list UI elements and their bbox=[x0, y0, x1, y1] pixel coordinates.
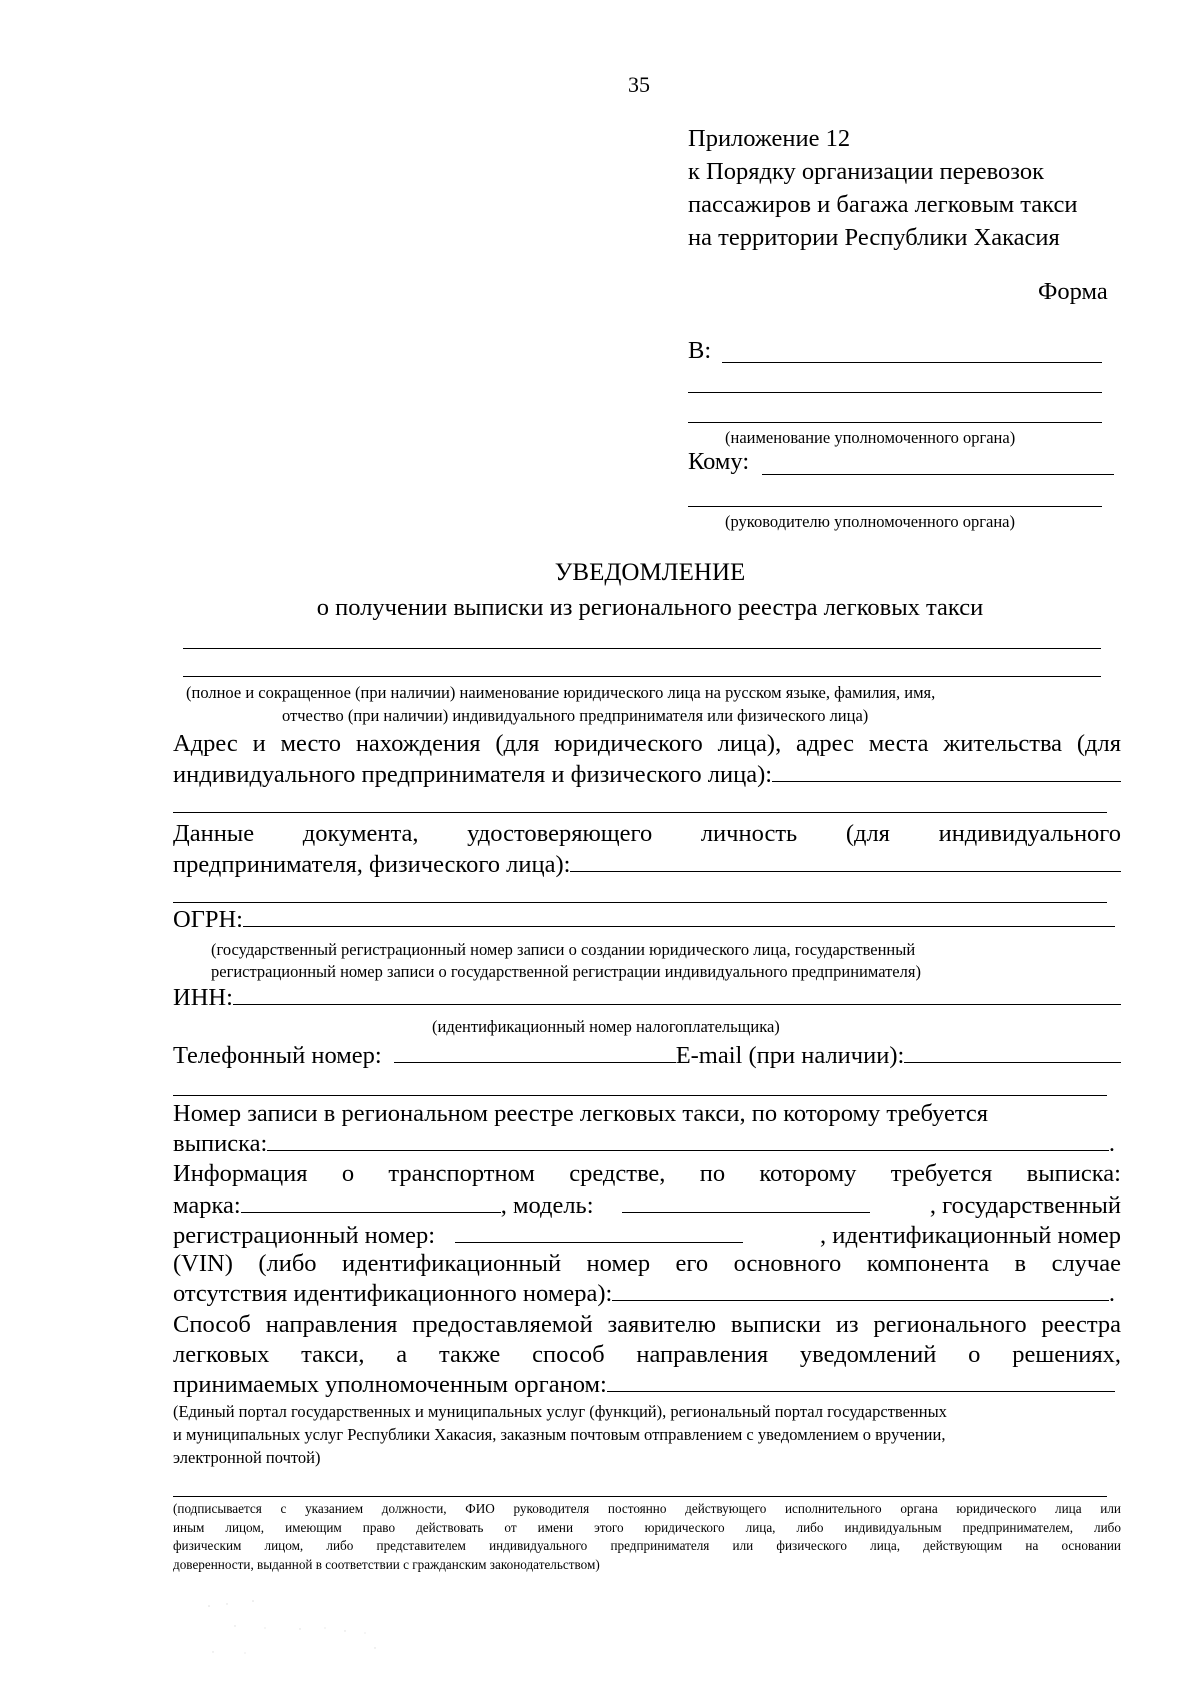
vin-field[interactable] bbox=[612, 1280, 1109, 1301]
reg-label: регистрационный номер: bbox=[173, 1222, 436, 1249]
inn-field[interactable] bbox=[233, 984, 1121, 1005]
address-field-line-2[interactable] bbox=[173, 812, 1107, 813]
inn-label: ИНН: bbox=[173, 984, 233, 1011]
state-label: , государственный bbox=[929, 1192, 1121, 1219]
appendix-line-2: к Порядку организации перевозок bbox=[688, 158, 1044, 185]
inn-row bbox=[173, 984, 1121, 1012]
applicant-caption-1: (полное и сокращенное (при наличии) наименование юридического лица на русском языке, фамилия, имя, bbox=[186, 683, 936, 702]
delivery-note-1: (Единый портал государственных и муниципальных услуг (функций), региональный портал государственных bbox=[173, 1402, 947, 1421]
id-doc-field-line-2[interactable] bbox=[173, 902, 1107, 903]
scan-noise-dots bbox=[205, 1598, 405, 1678]
to-label: В: bbox=[688, 337, 712, 364]
address-line-2 bbox=[173, 761, 1121, 789]
delivery-line-2: легковых такси, а также способ направления уведомлений о решениях, bbox=[173, 1341, 1121, 1368]
vin-caption: отсутствия идентификационного номера): bbox=[173, 1280, 613, 1307]
to-field-line-2[interactable] bbox=[688, 392, 1102, 393]
brand-label: марка: bbox=[173, 1192, 241, 1219]
delivery-line-3 bbox=[173, 1371, 1115, 1399]
delivery-label: принимаемых уполномоченным органом: bbox=[173, 1371, 607, 1398]
vehicle-line-2 bbox=[173, 1190, 1121, 1220]
vin-end: . bbox=[1108, 1280, 1115, 1307]
vehicle-line-1: Информация о транспортном средстве, по которому требуется выписка: bbox=[173, 1160, 1121, 1187]
scan-noise bbox=[205, 1598, 405, 1678]
record-field[interactable] bbox=[267, 1130, 1109, 1151]
whom-field-line-2[interactable] bbox=[688, 506, 1102, 507]
ogrn-label: ОГРН: bbox=[173, 906, 243, 933]
model-label: , модель: bbox=[500, 1192, 594, 1219]
document-subtitle: о получении выписки из регионального реестра легковых такси bbox=[316, 594, 984, 621]
signature-field-line[interactable] bbox=[173, 1496, 1107, 1497]
vehicle-line-3 bbox=[173, 1220, 1121, 1250]
page-number: 35 bbox=[628, 72, 650, 97]
to-field-line-3[interactable] bbox=[688, 422, 1102, 423]
delivery-note-2: и муниципальных услуг Республики Хакасия, заказным почтовым отправлением с уведомлением о вручении, bbox=[173, 1425, 946, 1444]
ogrn-field[interactable] bbox=[243, 906, 1115, 927]
signature-caption bbox=[173, 1500, 1121, 1574]
id-doc-line-2 bbox=[173, 851, 1121, 879]
signature-caption-1: (подписывается с указанием должности, ФИО руководителя постоянно действующего исполнительного органа юридического лица или bbox=[173, 1501, 1121, 1516]
email-field[interactable] bbox=[904, 1042, 1121, 1063]
applicant-field-line-2[interactable] bbox=[183, 676, 1101, 677]
record-line-2 bbox=[173, 1130, 1115, 1158]
email-label: E-mail (при наличии): bbox=[675, 1042, 905, 1069]
phone-field[interactable] bbox=[394, 1040, 676, 1063]
vehicle-line-5 bbox=[173, 1280, 1115, 1308]
signature-caption-3: физическим лицом, либо представителем индивидуального предпринимателя или физического лица, действующим на основании bbox=[173, 1538, 1121, 1553]
whom-label: Кому: bbox=[688, 448, 750, 475]
address-label: индивидуального предпринимателя и физического лица): bbox=[173, 761, 773, 788]
id-doc-label: предпринимателя, физического лица): bbox=[173, 851, 571, 878]
appendix-line-3: пассажиров и багажа легковым такси bbox=[688, 191, 1078, 218]
signature-caption-4: доверенности, выданной в соответствии с гражданским законодательством) bbox=[173, 1556, 600, 1572]
record-end: . bbox=[1108, 1130, 1115, 1157]
whom-field-line-1[interactable] bbox=[762, 474, 1114, 475]
ogrn-caption-2: регистрационный номер записи о государственной регистрации индивидуального предпринимателя) bbox=[211, 962, 921, 981]
reg-field[interactable] bbox=[455, 1220, 743, 1243]
signature-caption-2: иным лицом, имеющим право действовать от имени этого юридического лица, либо индивидуальным предпринимателем, либо bbox=[173, 1519, 1121, 1535]
model-field[interactable] bbox=[622, 1190, 870, 1213]
id-doc-field[interactable] bbox=[570, 851, 1121, 872]
inn-caption: (идентификационный номер налогоплательщика) bbox=[432, 1017, 780, 1036]
appendix-line-1: Приложение 12 bbox=[688, 125, 851, 152]
whom-caption: (руководителю уполномоченного органа) bbox=[725, 512, 1015, 531]
delivery-field[interactable] bbox=[607, 1371, 1115, 1392]
ogrn-row bbox=[173, 906, 1115, 934]
ogrn-caption-1: (государственный регистрационный номер записи о создании юридического лица, государственный bbox=[211, 940, 916, 959]
document-title: УВЕДОМЛЕНИЕ bbox=[554, 559, 746, 586]
contact-field-line-2[interactable] bbox=[173, 1095, 1107, 1096]
applicant-field-line-1[interactable] bbox=[183, 648, 1101, 649]
applicant-caption-2: отчество (при наличии) индивидуального предпринимателя или физического лица) bbox=[282, 706, 869, 725]
address-line-1: Адрес и место нахождения (для юридического лица), адрес места жительства (для bbox=[173, 730, 1121, 757]
brand-field[interactable] bbox=[241, 1190, 501, 1213]
appendix-block bbox=[688, 122, 1077, 254]
address-field[interactable] bbox=[772, 761, 1121, 782]
record-line-1: Номер записи в региональном реестре легковых такси, по которому требуется bbox=[173, 1100, 988, 1127]
form-label: Форма bbox=[1038, 278, 1108, 305]
to-field-line-1[interactable] bbox=[722, 362, 1102, 363]
delivery-line-1: Способ направления предоставляемой заявителю выписки из регионального реестра bbox=[173, 1311, 1121, 1338]
vehicle-line-4: (VIN) (либо идентификационный номер его основного компонента в случае bbox=[173, 1250, 1121, 1277]
id-doc-line-1: Данные документа, удостоверяющего личность (для индивидуального bbox=[173, 820, 1121, 847]
contact-row bbox=[173, 1040, 1121, 1070]
record-label: выписка: bbox=[173, 1130, 268, 1157]
phone-label: Телефонный номер: bbox=[173, 1042, 382, 1069]
appendix-line-4: на территории Республики Хакасия bbox=[688, 224, 1060, 251]
delivery-note-3: электронной почтой) bbox=[173, 1448, 321, 1467]
vin-label: , идентификационный номер bbox=[820, 1222, 1121, 1249]
to-caption: (наименование уполномоченного органа) bbox=[725, 428, 1016, 447]
